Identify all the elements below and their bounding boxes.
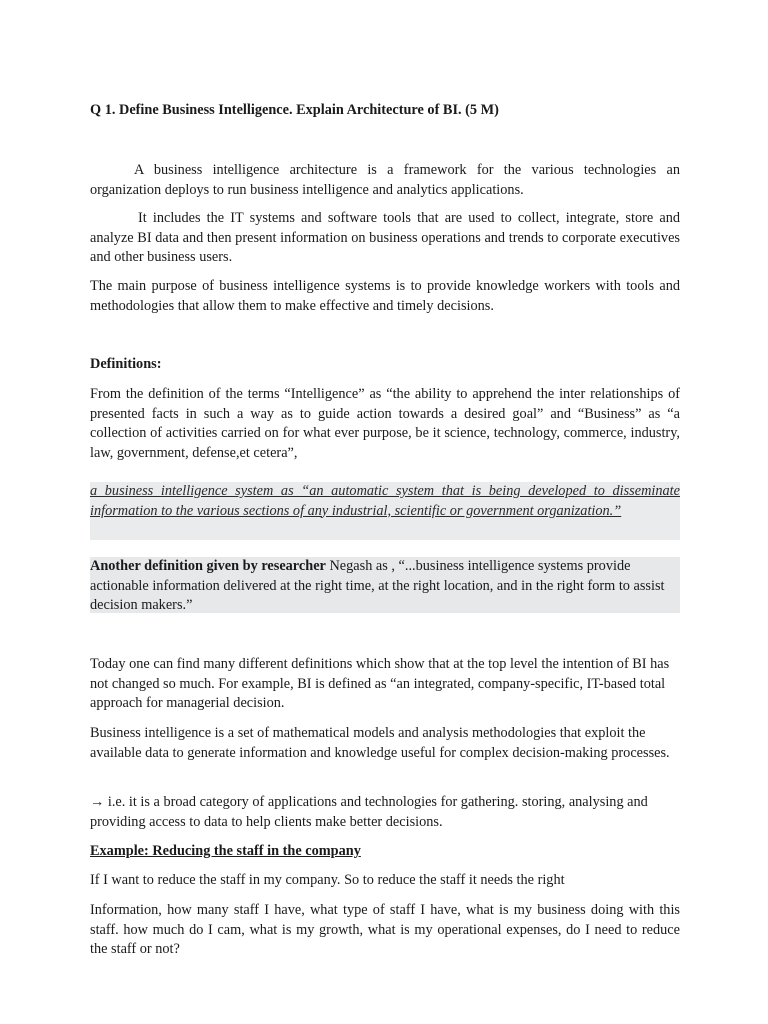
bi-system-quote: a business intelligence system as “an automatic system that is being developed to disseminate information to the various sections of any industrial, scientific or government organization.” (90, 482, 680, 540)
example-paragraph-2: Information, how many staff I have, what type of staff I have, what is my business doing with this staff. how much do I cam, what is my growth, what is my operational expenses, do I need to reduce the staff or not? (90, 902, 680, 957)
negash-definition-lead: Another definition given by researcher (90, 558, 326, 574)
question-title: Q 1. Define Business Intelligence. Explain Architecture of BI. (5 M) (90, 102, 499, 118)
example-paragraph-1: If I want to reduce the staff in my company. So to reduce the staff it needs the right (90, 872, 565, 888)
negash-definition (90, 557, 680, 613)
body-paragraph-1: Today one can find many different definitions which show that at the top level the intention of BI has not changed so much. For example, BI is defined as “an integrated, company-specific, IT-based total approach for managerial decision. (90, 656, 670, 711)
body-paragraph-2: Business intelligence is a set of mathematical models and analysis methodologies that exploit the available data to generate information and knowledge useful for complex decision-making processes. (90, 725, 670, 761)
definitions-heading: Definitions: (90, 356, 162, 372)
body-paragraph-3: → i.e. it is a broad category of applications and technologies for gathering. storing, analysing and providing access to data to help clients make better decisions. (90, 794, 648, 830)
negash-definition-text: Negash as , “...business intelligence systems provide actionable information delivered at the right time, at the right location, and in the right form to assist decision makers.” (90, 558, 665, 613)
intro-paragraph-3: The main purpose of business intelligence systems is to provide knowledge workers with tools and methodologies that allow them to make effective and timely decisions. (90, 278, 680, 314)
definitions-paragraph: From the definition of the terms “Intelligence” as “the ability to apprehend the inter relationships of presented facts in such a way as to guide action towards a desired goal” and “Business” as “a collection of activities carried on for what ever purpose, be it science, technology, commerce, industry, law, government, defense,et cetera”, (90, 386, 680, 461)
intro-paragraph-2: It includes the IT systems and software tools that are used to collect, integrate, store and analyze BI data and then present information on business operations and trends to corporate executives and other business users. (90, 210, 680, 265)
example-heading: Example: Reducing the staff in the company (90, 843, 361, 859)
intro-paragraph-1: A business intelligence architecture is a framework for the various technologies an organization deploys to run business intelligence and analytics applications. (90, 162, 680, 198)
